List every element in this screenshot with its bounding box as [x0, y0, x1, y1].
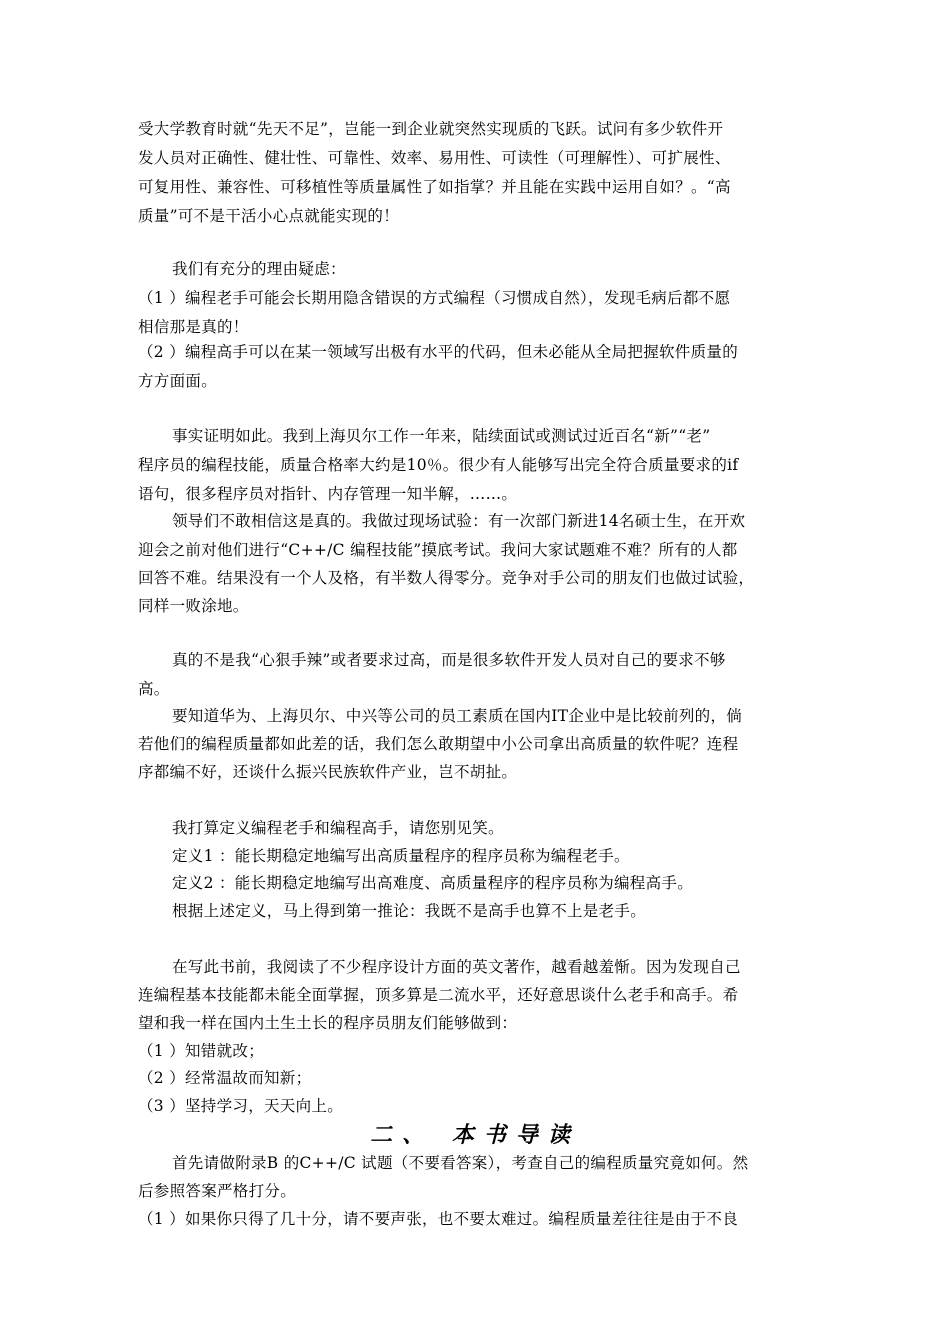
list-item: （2 ）经常温故而知新；	[138, 1069, 312, 1087]
text-line: 序都编不好，还谈什么振兴民族软件产业，岂不胡扯。	[138, 763, 518, 781]
text-line: 领导们不敢相信这是真的。我做过现场试验：有一次部门新进14名硕士生，在开欢	[172, 512, 746, 530]
definition-line: 定义2 ：能长期稳定地编写出高难度、高质量程序的程序员称为编程高手。	[172, 874, 693, 892]
text-line: 我打算定义编程老手和编程高手，请您别见笑。	[172, 819, 504, 837]
text-line: 方方面面。	[138, 372, 218, 390]
text-line: 可复用性、兼容性、可移植性等质量属性了如指掌？并且能在实践中运用自如？。“高	[138, 178, 731, 196]
text-line: 回答不难。结果没有一个人及格，有半数人得零分。竞争对手公司的朋友们也做过试验，	[138, 569, 755, 587]
definition-line: 定义1 ：能长期稳定地编写出高质量程序的程序员称为编程老手。	[172, 847, 630, 865]
text-line: 首先请做附录B 的C++/C 试题（不要看答案），考查自己的编程质量究竟如何。然	[172, 1154, 749, 1172]
list-item: （2 ）编程高手可以在某一领域写出极有水平的代码，但未必能从全局把握软件质量的	[138, 343, 738, 361]
text-line: 发人员对正确性、健壮性、可靠性、效率、易用性、可读性（可理解性）、可扩展性、	[138, 149, 731, 167]
text-line: 质量”可不是干活小心点就能实现的！	[138, 207, 400, 225]
text-line: 在写此书前，我阅读了不少程序设计方面的英文著作，越看越羞惭。因为发现自己	[172, 958, 741, 976]
text-line: 程序员的编程技能，质量合格率大约是10％。很少有人能够写出完全符合质量要求的if	[138, 456, 739, 474]
text-line: 相信那是真的！	[138, 318, 249, 336]
text-line: 我们有充分的理由疑虑：	[172, 260, 346, 278]
text-line: 高。	[138, 680, 170, 698]
text-line: 同样一败涂地。	[138, 597, 249, 615]
text-line: 后参照答案严格打分。	[138, 1182, 297, 1200]
text-line: 真的不是我“心狠手辣”或者要求过高，而是很多软件开发人员对自己的要求不够	[172, 651, 726, 669]
text-line: 受大学教育时就“先天不足”，岂能一到企业就突然实现质的飞跃。试问有多少软件开	[138, 120, 724, 138]
list-item: （3 ）坚持学习，天天向上。	[138, 1097, 343, 1115]
text-line: 事实证明如此。我到上海贝尔工作一年来，陆续面试或测试过近百名“新”“老”	[172, 427, 711, 445]
text-line: 望和我一样在国内土生土长的程序员朋友们能够做到：	[138, 1014, 518, 1032]
list-item: （1 ）如果你只得了几十分，请不要声张，也不要太难过。编程质量差往往是由于不良	[138, 1210, 738, 1228]
text-line: 要知道华为、上海贝尔、中兴等公司的员工素质在国内IT企业中是比较前列的，倘	[172, 707, 743, 725]
text-line: 迎会之前对他们进行“C++/C 编程技能”摸底考试。我问大家试题难不难？所有的人都	[138, 541, 738, 559]
list-item: （1 ）知错就改；	[138, 1042, 264, 1060]
section-heading: 二、 本书导读	[370, 1122, 580, 1148]
list-item: （1 ）编程老手可能会长期用隐含错误的方式编程（习惯成自然），发现毛病后都不愿	[138, 289, 731, 307]
text-line: 连编程基本技能都未能全面掌握，顶多算是二流水平，还好意思谈什么老手和高手。希	[138, 986, 739, 1004]
text-line: 若他们的编程质量都如此差的话，我们怎么敢期望中小公司拿出高质量的软件呢？连程	[138, 735, 739, 753]
text-line: 语句，很多程序员对指针、内存管理一知半解，……。	[138, 485, 518, 503]
text-line: 根据上述定义，马上得到第一推论：我既不是高手也算不上是老手。	[172, 902, 647, 920]
